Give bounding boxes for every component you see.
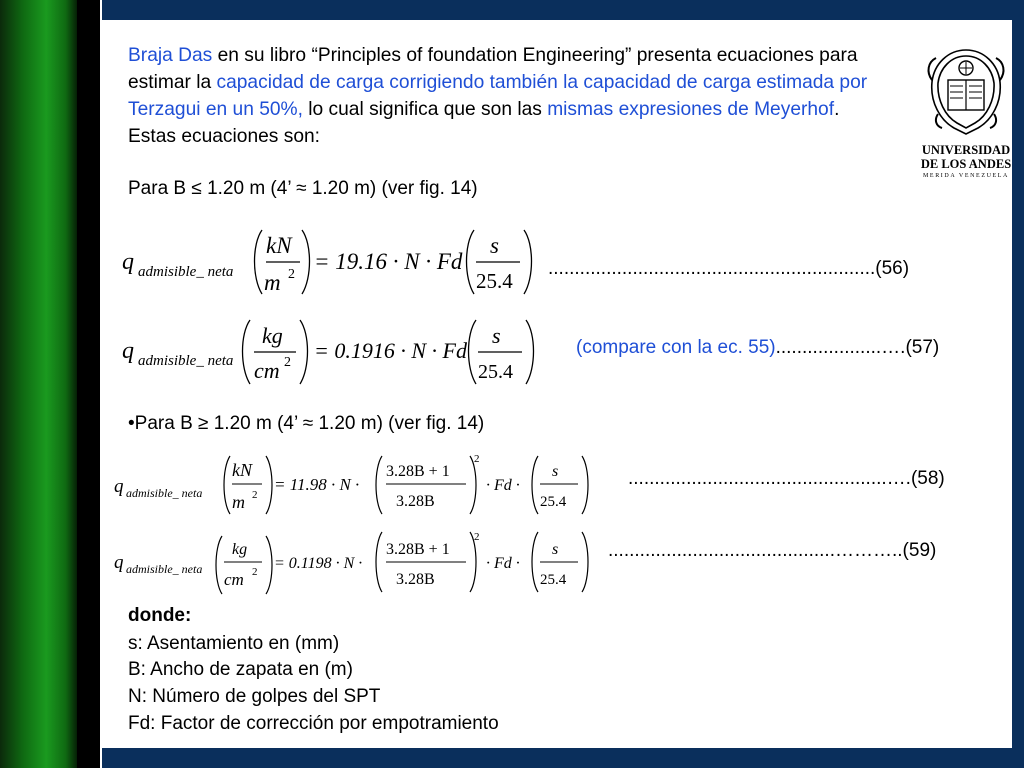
eq59-num-unit: kg xyxy=(232,541,248,558)
eq56-den-unit: m xyxy=(264,270,281,295)
eq58-num-unit: kN xyxy=(232,460,252,480)
eq56-denominator: 25.4 xyxy=(476,269,513,293)
eq56-exponent: 2 xyxy=(288,267,295,282)
university-crest-icon xyxy=(918,42,1014,138)
logo-text-line1: UNIVERSIDAD xyxy=(921,143,1011,157)
eq57-num-unit: kg xyxy=(262,323,283,348)
equation-57 xyxy=(118,312,548,390)
bottom-blue-band xyxy=(102,748,1024,768)
eq58-exponent2: 2 xyxy=(474,453,480,465)
top-blue-band xyxy=(102,0,1024,20)
eq58-q: q xyxy=(114,476,124,497)
definition-fd: Fd: Factor de corrección por empotramiento xyxy=(128,713,499,734)
eq59-exponent2: 2 xyxy=(474,531,480,543)
eq59-frac-den: 3.28B xyxy=(396,571,435,588)
eq56-coefficient: = 19.16 · N · Fd xyxy=(314,249,463,274)
intro-highlight-capacity: capacidad de carga corrigiendo también la capacidad de carga estimada por Terzagui en un 50%, xyxy=(128,72,868,120)
condition-large-width: •Para B ≥ 1.20 m (4’ ≈ 1.20 m) (ver fig. 14) xyxy=(128,413,485,434)
eq57-tag-number: ....................….(57) xyxy=(775,337,940,358)
eq59-denominator: 25.4 xyxy=(540,572,567,588)
author-name: Braja Das xyxy=(128,45,213,66)
eq59-coefficient: = 0.1198 · N · xyxy=(274,555,363,572)
eq57-subscript: admisible_ neta xyxy=(138,353,234,369)
eq57-tag xyxy=(576,337,939,359)
eq59-s: s xyxy=(552,541,559,558)
eq57-den-unit: cm xyxy=(254,358,280,383)
eq59-subscript: admisible_ neta xyxy=(126,562,203,576)
intro-paragraph xyxy=(128,42,888,150)
logo-text-line3: MERIDA VENEZUELA xyxy=(923,173,1009,179)
intro-highlight-meyerhof: mismas expresiones de Meyerhof xyxy=(547,99,835,120)
eq58-frac-num: 3.28B + 1 xyxy=(386,463,450,480)
intro-text-1: en su libro “Principles of foundation Engineering” presenta ecuaciones para estimar la xyxy=(128,45,858,93)
eq58-s: s xyxy=(552,463,559,480)
eq59-den-unit: cm xyxy=(224,570,244,589)
equation-59 xyxy=(112,528,602,600)
left-green-bar xyxy=(0,0,77,768)
eq58-denominator: 25.4 xyxy=(540,494,567,510)
condition-small-width: Para B ≤ 1.20 m (4’ ≈ 1.20 m) (ver fig. 14) xyxy=(128,178,478,199)
definition-b: B: Ancho de zapata en (m) xyxy=(128,659,353,680)
eq57-compare-note: (compare con la ec. 55) xyxy=(576,337,776,358)
eq58-tag: .................................................….(58) xyxy=(628,468,945,489)
eq59-tag: ...........................................………..(59) xyxy=(608,540,937,561)
eq58-coefficient: = 11.98 · N · xyxy=(274,475,360,494)
eq57-denominator: 25.4 xyxy=(478,361,513,383)
eq57-coefficient: = 0.1916 · N · Fd xyxy=(314,338,467,363)
eq58-exponent: 2 xyxy=(252,489,258,501)
eq58-frac-den: 3.28B xyxy=(396,493,435,510)
eq57-exponent: 2 xyxy=(284,355,291,370)
eq56-tag: ..............................................................(56) xyxy=(548,258,910,279)
eq59-exponent: 2 xyxy=(252,566,258,578)
logo-text-line2: DE LOS ANDES xyxy=(920,157,1012,171)
eq56-q: q xyxy=(122,249,134,275)
eq56-s: s xyxy=(490,233,499,258)
eq56-subscript: admisible_ neta xyxy=(138,264,234,280)
university-logo xyxy=(918,42,1014,181)
eq58-fd: · Fd · xyxy=(486,477,520,494)
eq58-subscript: admisible_ neta xyxy=(126,486,203,500)
eq57-s: s xyxy=(492,323,501,348)
intro-text-3: . Estas ecuaciones son: xyxy=(128,99,840,147)
eq56-num-unit: kN xyxy=(266,233,292,258)
equation-56 xyxy=(118,222,538,300)
eq59-q: q xyxy=(114,552,124,573)
eq58-den-unit: m xyxy=(232,492,245,512)
eq57-q: q xyxy=(122,338,134,364)
definition-n: N: Número de golpes del SPT xyxy=(128,686,381,707)
definition-s: s: Asentamiento en (mm) xyxy=(128,633,340,654)
eq59-fd: · Fd · xyxy=(486,555,520,572)
equation-58 xyxy=(112,448,602,520)
intro-text-2: lo cual significa que son las xyxy=(302,99,548,120)
eq59-frac-num: 3.28B + 1 xyxy=(386,541,450,558)
definitions-title: donde: xyxy=(128,605,192,626)
